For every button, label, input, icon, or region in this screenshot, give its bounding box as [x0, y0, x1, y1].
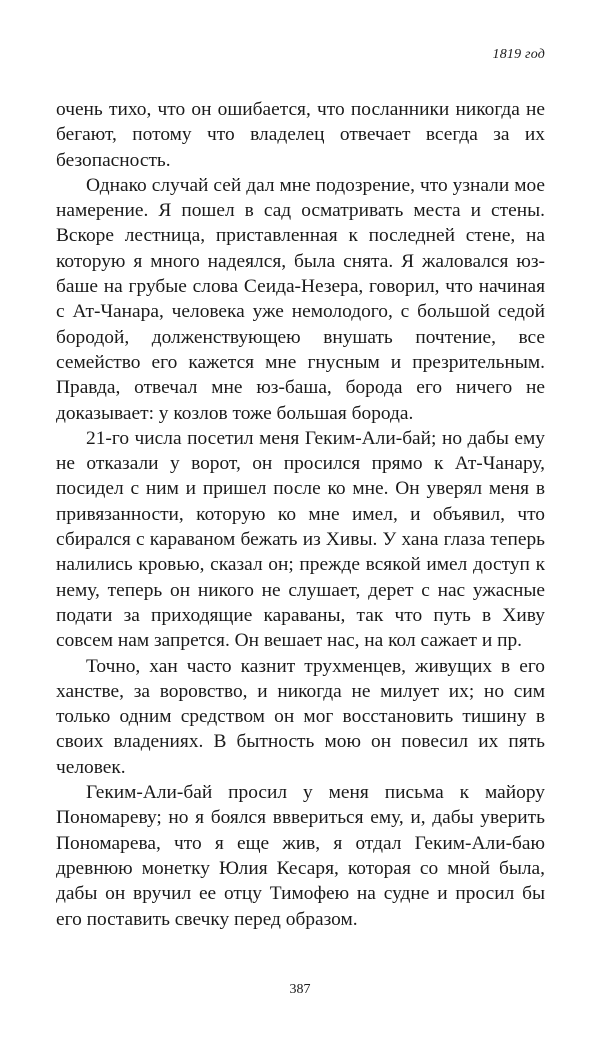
- running-head: 1819 год: [492, 47, 545, 62]
- page-number: 387: [289, 982, 311, 997]
- paragraph-suspicion: Однако случай сей дал мне подозрение, что узнали мое намерение. Я пошел в сад осматривать места и стены. Вскоре лестница, приставленная к последней стене, на которую я много надеялся, была снята. Я жаловался юз-баше на грубые слова Сеида-Незера, говорил, что начиная с Ат-Чанара, человека уже немолодого, с большой седой бородой, долженствующею внушать почтение, все семейство его кажется мне гнусным и презрительным. Правда, отвечал мне юз-баша, борода его ничего не доказывает: у козлов тоже большая борода.: [56, 174, 545, 424]
- paragraph-gekim-visit: 21-го числа посетил меня Геким-Али-бай; но дабы ему не отказали у ворот, он просился прямо к Ат-Чанару, посидел с ним и пришел после ко мне. Он уверял меня в привязанности, которую ко мне имел, и объявил, что сбирался с караваном бежать из Хивы. У хана глаза теперь налились кровью, сказал он; прежде всякой имел доступ к нему, теперь он никого не слушает, дерет с нас ужасные подати за приходящие караваны, так что путь в Хиву совсем нам запрется. Он вешает нас, на кол сажает и пр.: [56, 427, 545, 652]
- paragraph-continued: очень тихо, что он ошибается, что посланники никогда не бегают, потому что владелец отвечает всегда за их безопасность.: [56, 99, 545, 171]
- paragraph-khan-executions: Точно, хан часто казнит трухменцев, живущих в его ханстве, за воровство, и никогда не милует их; но сим только одним средством он мог восстановить тишину в своих владениях. В бытность мою он повесил их пять человек.: [56, 655, 545, 778]
- text-body: [56, 97, 545, 932]
- paragraph-letter-request: Геким-Али-бай просил у меня письма к майору Пономареву; но я боялся вввериться ему, и, дабы уверить Пономарева, что я еще жив, я отдал Геким-Али-баю древнюю монетку Юлия Кесаря, которая со мной была, дабы он вручил ее отцу Тимофею на судне и просил бы его поставить свечку перед образом.: [56, 782, 545, 930]
